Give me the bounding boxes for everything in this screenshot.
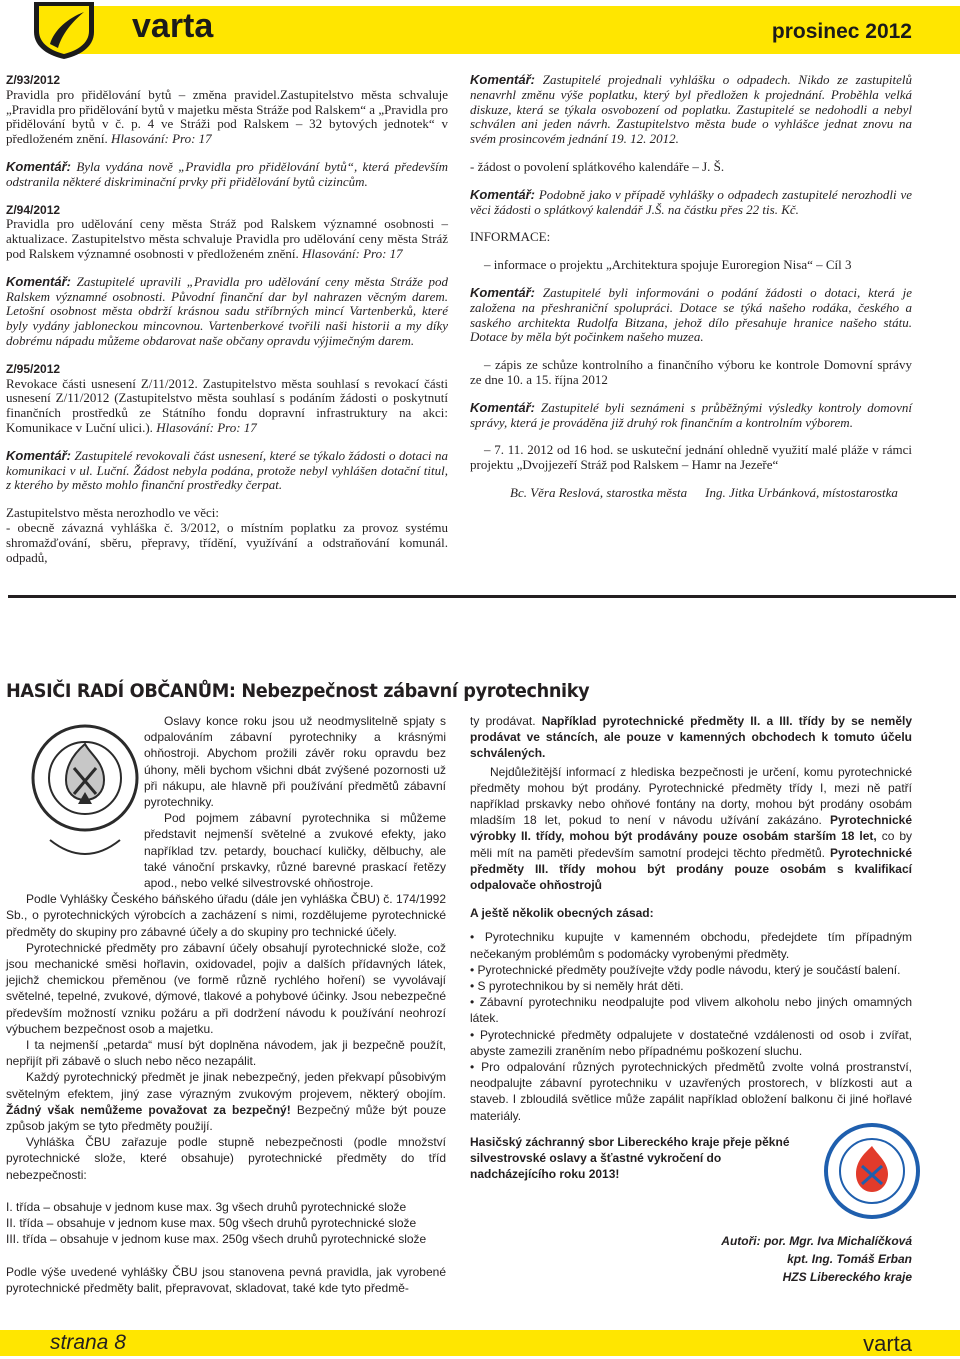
hazard-class-1: I. třída – obsahuje v jednom kuse max. 3g všech druhů pyrotechnické slože	[6, 1199, 407, 1214]
resolution-z94: Z/94/2012 Pravidla pro udělování ceny města Stráž pod Ralskem významné osobnosti – aktualizace. Zastupitelstvo města schvaluje Pravidla pro udělování ceny města Stráž pod Ralskem významné osobnosti v předloženém znění. Hlasování: Pro: 17	[6, 202, 448, 261]
safety-rule-item: • Pyrotechniku kupujte v kamenném obchodu, předejdete tím případným nečekaným problémům s podomácky vyrobenými předměty.	[470, 930, 912, 961]
article-right-column	[470, 713, 912, 1182]
article-authors	[650, 1232, 912, 1286]
comment-z93: Komentář: Byla vydána nově „Pravidla pro přidělování bytů“, která především odstranila některé diskriminační prvky při přidělování bytů cizincům.	[6, 158, 449, 189]
hazard-class-3: III. třída – obsahuje v jednom kuse max. 250g všech druhů pyrotechnické slože	[6, 1232, 427, 1247]
article-paragraph: Oslavy konce roku jsou už neodmyslitelně spjaty s odpalováním zábavní pyrotechniky a krásnými ohňostroji. Abychom prožili závěr roku opravdu bez úhony, měli bychom všichni dbát zvýšené pozornosti už při nákupu, ale hlavně při používání předmětů zábavní pyrotechniky.	[144, 714, 446, 810]
safety-rule-item: • Pyrotechnické předměty používejte vždy podle návodu, který je součástí balení.	[470, 962, 901, 977]
minutes-right-column	[470, 73, 912, 514]
article-paragraph: I ta nejmenší „petarda“ musí být doplněna návodem, jak ji bezpečně použít, nepřijít při zábavě o sluch nebo něco nezapálit.	[6, 1038, 446, 1069]
info-control-committee: – zápis ze schůze kontrolního a finančního výboru ke kontrole Domovní správy ze dne 10. a 15. října 2012	[470, 357, 912, 387]
safety-rule-item: • S pyrotechnikou by si neměly hrát děti.	[470, 979, 684, 994]
item-installment: - žádost o povolení splátkového kalendáře – J. Š.	[470, 158, 725, 174]
resolution-code: Z/94/2012	[6, 202, 61, 217]
footer-brand: varta	[863, 1331, 912, 1356]
article-paragraph: Podle výše uvedené vyhlášky ČBU jsou stanovena pevná pravidla, jak vyrobené pyrotechnické předměty balit, přepravovat, skladovat, také kde tyto předmě-	[6, 1264, 446, 1295]
footer-bar	[0, 1330, 960, 1356]
closing-wish: Hasičský záchranný sbor Libereckého kraje přeje pěkné silvestrovské oslavy a šťastné vykročení do nadcházejícího roku 2013!	[470, 1134, 790, 1182]
safety-rule-item: • Pro odpalování různých pyrotechnických předmětů zvolte volná prostranství, neodpalujte zábavní pyrotechniku v uzavřených prostorech, v blízkosti aut a staveb. I zbloudilá světlice může zapálit například obložení balkonu či jiné hořlavé materiály.	[470, 1060, 912, 1123]
resolution-code: Z/95/2012	[6, 361, 61, 376]
fire-rescue-emblem-color-icon	[822, 1122, 922, 1220]
author-2: kpt. Ing. Tomáš Erban	[787, 1252, 912, 1266]
article-left-column	[6, 713, 446, 1296]
resolution-code: Z/93/2012	[6, 73, 61, 87]
info-beach-meeting: – 7. 11. 2012 od 16 hod. se uskuteční jednání ohledně využití malé pláže v rámci projektu „Dvojjezeří Stráž pod Ralskem – Hamr na Jezeře“	[470, 442, 912, 473]
comment-z94: Komentář: Zastupitelé upravili „Pravidla pro udělování ceny města Stráže pod Ralskem významné osobnosti. Původní finanční dar byl nahrazen věcným darem. Letošní osobnost města obdrží krásnou sadu stříbrných mincí Vartenberků, které byly vydány jabloneckou mincovnou. Vartenberkové tvořili naši historii a my díky dobrému nápadu můžeme obdarovat naše občany opravdu výjimečným darem.	[6, 273, 448, 348]
comment-z95: Komentář: Zastupitelé revokovali část usnesení, které se týkalo žádosti o dotaci na komunikaci v ul. Luční. Žádost nebyla podána, protože nebyl vyhlášen dotační titul, z kterého by město mohlo finanční prostředky čerpat.	[6, 447, 448, 493]
safety-rules-list	[470, 929, 912, 1123]
section-divider	[8, 595, 956, 598]
safety-rule-item: • Zábavní pyrotechniku neodpalujte pod vlivem alkoholu nebo jiných omamných látek.	[470, 995, 912, 1026]
not-decided-block: Zastupitelstvo města nerozhodlo ve věci: - obecně závazná vyhláška č. 3/2012, o místním poplatku za provoz systému shromažďování, sběru, přepravy, třídění, využívání a odstraňování komunál. odpadů,	[6, 505, 448, 565]
article-paragraph: Pyrotechnické předměty pro zábavní účely obsahují pyrotechnické slože, což jsou mechanické směsi hořlavin, oxidovadel, pojiv a dalších přídavných látek, jejichž chemickou přeměnou (ve formě různě rychlého hoření) se vyvolávají světelné, tepelné, zvukové, dýmové, tlakové a pohybové účinky. Jsou nebezpečné především možností vzniku požáru a při dodržení návodu k používání neohrozí výbuchem bezpečnost osob a majetku.	[6, 940, 446, 1036]
author-1: Autoři: por. Mgr. Iva Michalíčková	[721, 1234, 912, 1248]
resolution-z95: Z/95/2012 Revokace části usnesení Z/11/2012. Zastupitelstvo města souhlasí s revokací části usnesení Z/11/2012 (Zastupitelstvo města souhlasí s podáním žádosti o poskytnutí finančních prostředků ze Státního fondu dopravní infrastruktury na akci: Komunikace v Luční ulici.). Hlasování: Pro: 17	[6, 361, 448, 435]
issue-date: prosinec 2012	[771, 20, 912, 43]
article-paragraph: Každý pyrotechnický předmět je jinak nebezpečný, jeden překvapí působivým světelným efektem, jiný zase výrazným zvukovým projevem, některý obojím. Žádný však nemůžeme považovat za bezpečný! Bezpečný může být pouze způsob jakým se tyto předměty použijí.	[6, 1070, 447, 1134]
page-number: strana 8	[50, 1331, 126, 1354]
resolution-z93: Z/93/2012 Pravidla pro přidělování bytů – změna pravidel.Zastupitelstvo města schvaluje „Pravidla pro přidělování bytů v majetku města Stráže pod Ralskem“ a „Pravidla pro přidělování bytů v č. p. 4 ve Stráži pod Ralskem – 32 bytových jednotek“ v předloženém znění. Hlasování: Pro: 17	[6, 73, 448, 147]
comment-control-committee: Komentář: Zastupitelé byli seznámeni s průběžnými výsledky kontroly domovní správy, která je prováděna již druhý rok finančním a kontrolním výborem.	[470, 399, 913, 430]
article-paragraph: Podle Vyhlášky Českého báňského úřadu (dále jen vyhláška ČBU) č. 174/1992 Sb., o pyrotechnických výrobcích a zacházení s nimi, rozdělujeme pyrotechnické předměty do skupiny pro zábavné účely a do skupiny pro technické účely.	[6, 892, 446, 939]
article-paragraph: Nejdůležitější informací z hlediska bezpečnosti je určení, komu pyrotechnické předměty mohou být prodány. Pyrotechnické předměty třídy I, mezi ně patří například prskavky nebo ohňové fontány na dorty, mohou být prodány osobám mladším 18 let, pokud to není v návodu užívání zakázáno. Pyrotechnické výrobky II. třídy, mohou být prodávány pouze osobám starším 18 let, co by měli mít na paměti především samotní prodejci těchto předmětů. Pyrotechnické předměty III. třídy mohou být prodány pouze osobám s kvalifikací odpalovače ohňostrojů	[470, 764, 912, 893]
signatures: Bc. Věra Reslová, starostka města Ing. Jitka Urbánková, místostarostka	[510, 484, 898, 500]
informace-heading: INFORMACE:	[470, 229, 551, 245]
info-architecture: – informace o projektu „Architektura spojuje Euroregion Nisa“ – Cíl 3	[484, 257, 852, 273]
page-header	[0, 0, 960, 64]
magazine-title: varta	[132, 7, 214, 45]
page-footer	[0, 1330, 960, 1359]
minutes-left-column	[6, 73, 448, 578]
article-title: HASIČI RADÍ OBČANŮM: Nebezpečnost zábavní pyrotechniky	[6, 680, 590, 702]
author-3: HZS Libereckého kraje	[782, 1270, 912, 1284]
comment-waste-decree: Komentář: Zastupitelé projednali vyhlášku o odpadech. Nikdo ze zastupitelů nenavrhl změnu výše poplatku, který byl předložen k projednání. Proběhla velká diskuze, která se týkala osvobození od poplatku. Zastupitelé se nedohodli a nebyl schválen ani jeden návrh. Zastupitelstvo města bude o vyhlášce jednat znovu na svém prosincovém jednání 19. 12. 2012.	[470, 72, 913, 147]
comment-architecture: Komentář: Zastupitelé byli informováni o podání žádosti o dotaci, která je založena na přeshraniční spolupráci. Dotace se týká našeho rodáka, českého a saského architekta Rudolfa Bitzana, jehož dílo přesahuje hranice našeho státu. Dotace by měla být počinkem našeho muzea.	[470, 284, 912, 345]
article-paragraph: Vyhláška ČBU zařazuje podle stupně nebezpečnosti (podle množství pyrotechnické slože, které obsahuje) pyrotechnické předměty do tříd nebezpečnosti:	[6, 1135, 446, 1182]
safety-rule-item: • Pyrotechnické předměty odpalujete v dostatečné vzdálenosti od osob i zvířat, abyste zamezili zraněním nebo případnému poškození sluchu.	[470, 1027, 912, 1058]
article-paragraph: Pod pojmem zábavní pyrotechnika si můžeme představit nejmenší světelné a zvukové efekty, jako například tzv. petardy, bouchací kuličky, dělbuchy, ale také vánoční prskavky, různé barevné praskací řetězy apod., nebo velké silvestrovské ohňostroje.	[144, 811, 446, 891]
comment-installment: Komentář: Podobně jako v případě vyhlášky o odpadech zastupitelé nerozhodli ve věci žádosti o splátkový kalendář J.Š. na částku přes 22 tis. Kč.	[470, 186, 912, 217]
article-paragraph: ty prodávat. Například pyrotechnické předměty II. a III. třídy by se neměly prodávat ve stáncích, ale pouze v kamenných obchodech k tomuto účelu schválených.	[470, 714, 913, 761]
city-coat-of-arms-logo	[28, 0, 100, 60]
hazard-class-2: II. třída – obsahuje v jednom kuse max. 50g všech druhů pyrotechnické slože	[6, 1216, 417, 1231]
general-rules-heading: A ještě několik obecných zásad:	[470, 906, 654, 921]
